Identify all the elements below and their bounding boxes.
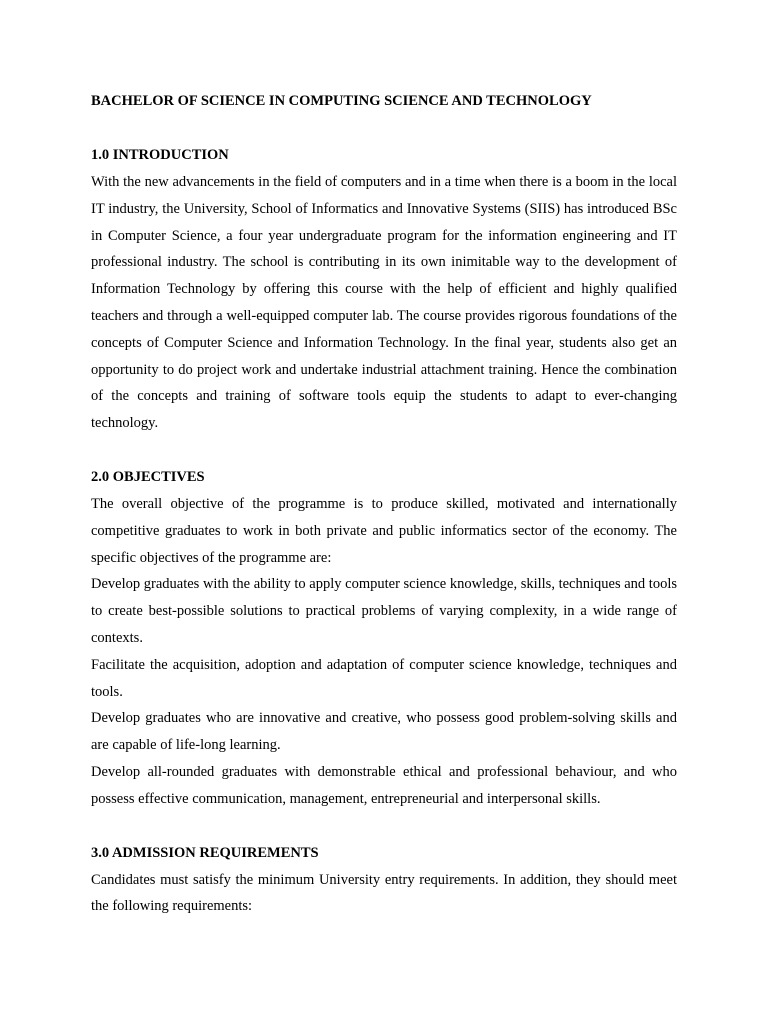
document-title: BACHELOR OF SCIENCE IN COMPUTING SCIENCE AND TECHNOLOGY [91, 93, 592, 109]
section-heading: 3.0 ADMISSION REQUIREMENTS [91, 844, 319, 861]
paragraph: Facilitate the acquisition, adoption and adaptation of computer science knowledge, techniques and tools. [91, 656, 677, 700]
paragraph: With the new advancements in the field of computers and in a time when there is a boom in the local IT industry, the University, School of Informatics and Innovative Systems (SIIS) has introduced BSc in Computer Science, a four year undergraduate program for the information engineering and IT professional industry. The school is contributing in its own inimitable way to the development of Information Technology by offering this course with the help of efficient and highly qualified teachers and through a well-equipped computer lab. The course provides rigorous foundations of the concepts of Computer Science and Information Technology. In the final year, students also get an opportunity to do project work and undertake industrial attachment training. Hence the combination of the concepts and training of software tools equip the students to adapt to ever-changing technology. [91, 174, 677, 432]
spacer [91, 437, 677, 464]
section-heading: 1.0 INTRODUCTION [91, 147, 229, 163]
spacer [91, 813, 677, 840]
section-heading: 2.0 OBJECTIVES [91, 468, 205, 485]
spacer [91, 115, 677, 142]
paragraph: Candidates must satisfy the minimum University entry requirements. In addition, they should meet the following requirements: [91, 871, 677, 915]
paragraph: Develop graduates who are innovative and creative, who possess good problem-solving skills and are capable of life-long learning. [91, 710, 677, 754]
section-objectives [91, 464, 677, 813]
section-introduction [91, 142, 677, 437]
section-admission-requirements [91, 840, 677, 921]
paragraph: Develop all-rounded graduates with demonstrable ethical and professional behaviour, and who possess effective communication, management, entrepreneurial and interpersonal skills. [91, 763, 677, 807]
paragraph: The overall objective of the programme is to produce skilled, motivated and internationally competitive graduates to work in both private and public informatics sector of the economy. The specific objectives of the programme are: [91, 495, 677, 566]
document-page [91, 88, 677, 920]
paragraph: Develop graduates with the ability to apply computer science knowledge, skills, techniques and tools to create best-possible solutions to practical problems of varying complexity, in a wide range of contexts. [91, 576, 677, 646]
